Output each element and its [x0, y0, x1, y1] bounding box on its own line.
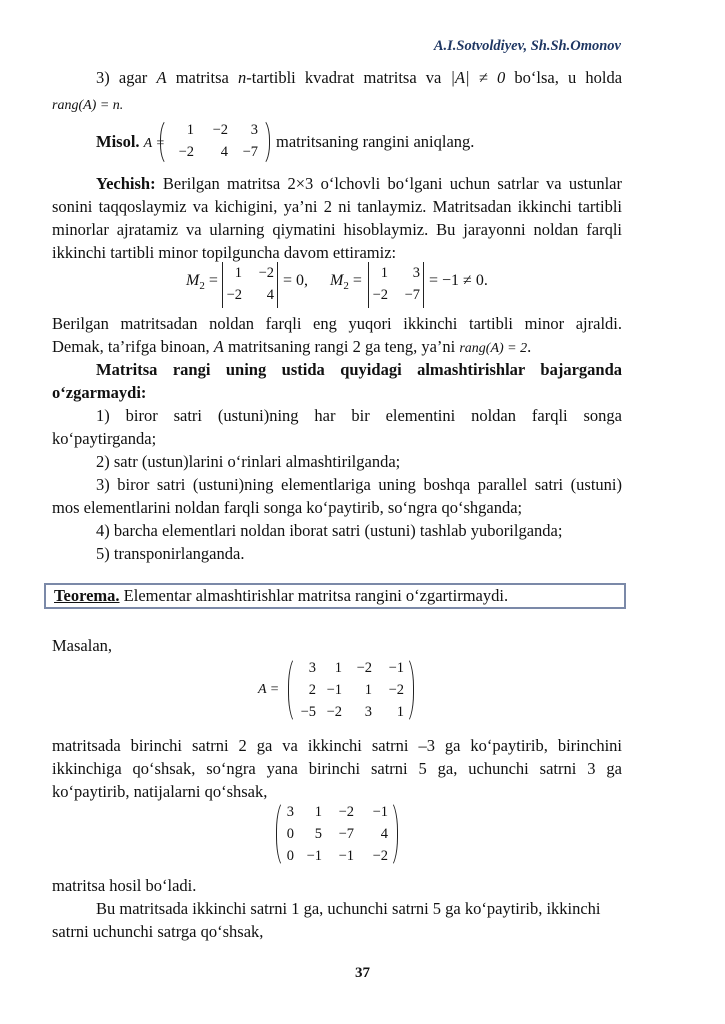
determinant-condition: |A| ≠ 0 [450, 68, 506, 87]
conclusion-line-2: Demak, ta’rifga binoan, A matritsaning rangi 2 ga teng, ya’ni rang(A) = 2. [52, 337, 532, 356]
example2-intro: Masalan, [52, 636, 113, 655]
minor-2-determinant: 1 3 −2 −7 [368, 262, 424, 308]
minor-1-determinant: 1 −2 −2 4 [222, 262, 278, 308]
transformation-item-4: 4) barcha elementlari noldan iborat satri (ustuni) tashlab yuborilganda; [96, 521, 563, 540]
example2-text-1: matritsada birinchi satrni 2 ga va ikkinchi satrni –3 ga ko‘paytirib, birinchini [52, 736, 622, 755]
next-step-1: Bu matritsada ikkinchi satrni 1 ga, uchunchi satrni 5 ga ko‘paytirib, ikkinchi [96, 899, 601, 918]
transformation-item-1-cont: ko‘paytirganda; [52, 429, 157, 448]
example-text: matritsaning rangini aniqlang. [276, 132, 475, 151]
transformation-item-5: 5) transponirlanganda. [96, 544, 245, 563]
transformation-item-3-cont: mos elementlarini noldan farqli songa ko‘paytirib, so‘ngra qo‘shganda; [52, 498, 523, 517]
rank-formula: rang(A) = n. [52, 98, 124, 113]
item3-line: 3) agar A matritsa n-tartibli kvadrat matritsa va |A| ≠ 0 bo‘lsa, u holda [96, 68, 623, 87]
example2-matrix: 3 1 −2 −1 2 −1 1 −2 −5 −2 3 1 [288, 656, 414, 724]
theorem-text: Elementar almashtirishlar matritsa rangini o‘zgartirmaydi. [119, 586, 509, 605]
example2-lhs: A = [258, 682, 280, 697]
minor-1-result: = 0, [283, 272, 309, 289]
example-matrix: 1 −2 3 −2 4 −7 [160, 118, 270, 166]
solution-line-2: sonini taqqoslaymiz va kichigini, ya’ni 2 ni tanlaymiz. Matritsadan ikkinchi tartibli [52, 197, 622, 216]
solution-line-4: ikkinchi tartibli minor topilguncha davom ettiramiz: [52, 243, 397, 262]
example-line: Misol. A = [96, 132, 165, 151]
minor-2-result: = −1 ≠ 0. [429, 272, 488, 289]
solution-line-1: Yechish: Berilgan matritsa 2×3 o‘lchovli bo‘lgani uchun satrlar va ustunlar [96, 174, 623, 193]
rank-result: rang(A) = 2 [459, 341, 528, 356]
running-header: A.I.Sotvoldiyev, Sh.Sh.Omonov [433, 38, 621, 54]
minor-2-lhs: $M_2$ = [330, 272, 362, 293]
conclusion-line-1: Berilgan matritsadan noldan farqli eng yuqori ikkinchi tartibli minor ajraldi. [52, 314, 622, 333]
solution-line-3: minorlar ajratamiz va ularning qiymatini hisoblaymiz. Bu jarayonni noldan farqli [52, 220, 622, 239]
example-label: Misol. [96, 132, 140, 151]
transformations-title-2: o‘zgarmaydi: [52, 383, 147, 402]
result-text: matritsa hosil bo‘ladi. [52, 876, 197, 895]
example2-text-3: ko‘paytirib, natijalarni qo‘shsak, [52, 782, 268, 801]
transformations-title-1: Matritsa rangi uning ustida quyidagi almashtirishlar bajarganda [96, 360, 622, 379]
theorem-title: Teorema. [54, 586, 120, 605]
next-step-2: satrni uchunchi satrga qo‘shsak, [52, 922, 264, 941]
theorem-box [44, 583, 626, 609]
minor-1-lhs: $M_2$ = [186, 272, 218, 293]
result-matrix: 3 1 −2 −1 0 5 −7 4 0 −1 −1 −2 [276, 800, 398, 868]
transformation-item-3: 3) biror satri (ustuni)ning elementlariga uning boshqa parallel satri (ustuni) [96, 475, 622, 494]
page-number: 37 [355, 965, 370, 981]
transformation-item-1: 1) biror satri (ustuni)ning har bir elementini noldan farqli songa [96, 406, 622, 425]
example2-text-2: ikkinchiga qo‘shsak, so‘ngra yana birinchi satrni 5 ga, uchunchi satrni 3 ga [52, 759, 622, 778]
transformation-item-2: 2) satr (ustun)larini o‘rinlari almashtirilganda; [96, 452, 401, 471]
solution-label: Yechish: [96, 174, 156, 193]
